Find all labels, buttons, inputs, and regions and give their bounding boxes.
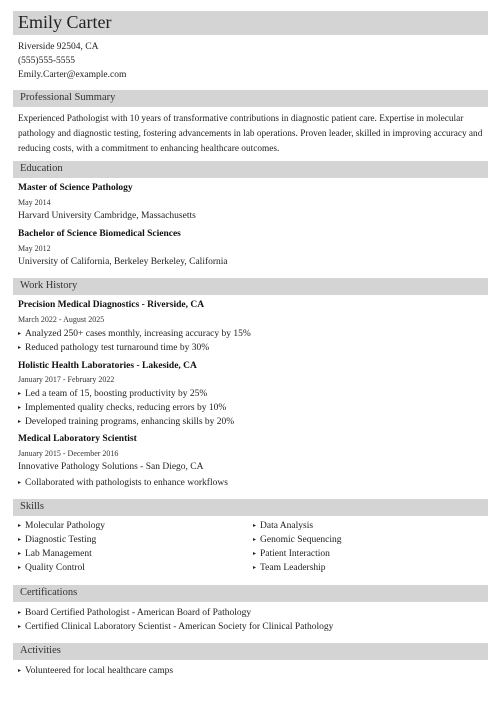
education-date: May 2014 [18,198,51,207]
section-header-skills [13,499,488,516]
summary-text: Experienced Pathologist with 10 years of transformative contributions in diagnostic patient care. Expertise in molecular pathology and diagnostic testing, fostering advancements in lab operations. Proven leader, skilled in improving accuracy and reducing costs, with a commitment to enhancing healthcare outcomes. [18,114,483,154]
job-company: Innovative Pathology Solutions - San Diego, CA [18,462,204,472]
name-header [13,11,488,35]
job-date: January 2015 - December 2016 [18,449,119,458]
bullet-icon: ▸ [18,565,22,571]
job-date: March 2022 - August 2025 [18,315,105,324]
education-school: University of California, Berkeley Berkeley, California [18,257,228,267]
job-bullet: ▸ Collaborated with pathologists to enhance workflows [18,478,228,488]
job-bullet: ▸ Implemented quality checks, reducing errors by 10% [18,403,227,413]
bullet-icon: ▸ [253,551,257,557]
section-header-activities [13,643,488,660]
bullet-icon: ▸ [18,624,22,630]
job-date: January 2017 - February 2022 [18,375,115,384]
bullet-icon: ▸ [18,419,22,425]
job-bullet: ▸ Developed training programs, enhancing skills by 20% [18,417,235,427]
bullet-icon: ▸ [18,523,22,529]
job-bullet: ▸ Reduced pathology test turnaround time by 30% [18,343,210,353]
education-degree: Master of Science Pathology [18,183,133,193]
education-date: May 2012 [18,244,51,253]
job-title: Holistic Health Laboratories - Lakeside, CA [18,361,197,371]
activity-item: ▸ Volunteered for local healthcare camps [18,666,174,676]
bullet-icon: ▸ [18,480,22,486]
skill-item: ▸ Quality Control [18,563,85,573]
job-bullet: ▸ Analyzed 250+ cases monthly, increasing accuracy by 15% [18,329,251,339]
section-title: Skills [20,501,44,512]
bullet-icon: ▸ [18,405,22,411]
education-degree: Bachelor of Science Biomedical Sciences [18,229,181,239]
candidate-name: Emily Carter [18,12,112,32]
bullet-icon: ▸ [18,668,22,674]
job-title: Medical Laboratory Scientist [18,434,137,444]
contact-email: Emily.Carter@example.com [18,70,127,80]
bullet-icon: ▸ [18,610,22,616]
section-header-certifications [13,585,488,602]
bullet-icon: ▸ [253,565,257,571]
skill-item: ▸ Diagnostic Testing [18,535,97,545]
certification-item: ▸ Board Certified Pathologist - American Board of Pathology [18,608,252,618]
section-title: Activities [20,645,61,656]
bullet-icon: ▸ [18,537,22,543]
skill-item: ▸ Genomic Sequencing [253,535,342,545]
section-title: Professional Summary [20,92,116,103]
section-header-education [13,161,488,178]
bullet-icon: ▸ [253,537,257,543]
certification-item: ▸ Certified Clinical Laboratory Scientist - American Society for Clinical Pathology [18,622,334,632]
skill-item: ▸ Molecular Pathology [18,521,105,531]
bullet-icon: ▸ [18,551,22,557]
section-header-summary [13,90,488,107]
skill-item: ▸ Lab Management [18,549,92,559]
bullet-icon: ▸ [18,345,22,351]
job-bullet: ▸ Led a team of 15, boosting productivity by 25% [18,389,208,399]
job-title: Precision Medical Diagnostics - Riverside, CA [18,300,205,310]
skill-item: ▸ Team Leadership [253,563,326,573]
bullet-icon: ▸ [253,523,257,529]
skill-item: ▸ Patient Interaction [253,549,330,559]
section-title: Certifications [20,587,78,598]
skill-item: ▸ Data Analysis [253,521,314,531]
education-school: Harvard University Cambridge, Massachusetts [18,211,196,221]
section-header-work [13,278,488,295]
contact-address: Riverside 92504, CA [18,42,99,52]
bullet-icon: ▸ [18,331,22,337]
bullet-icon: ▸ [18,391,22,397]
section-title: Education [20,163,63,174]
contact-phone: (555)555-5555 [18,56,75,66]
section-title: Work History [20,280,78,291]
